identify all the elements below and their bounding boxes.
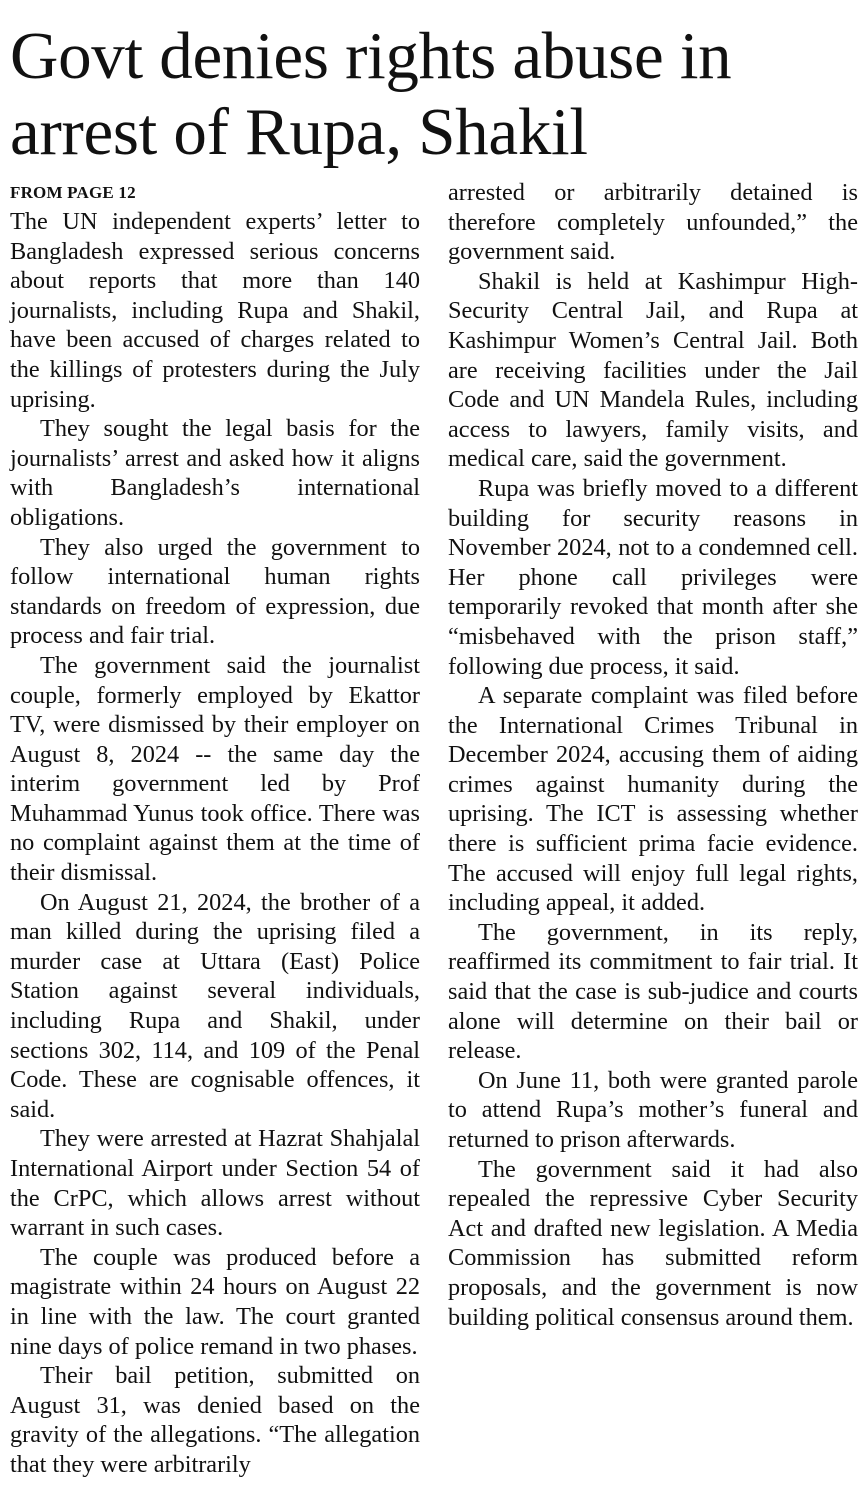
paragraph: Shakil is held at Kashimpur High-Security Central Jail, and Rupa at Kashimpur Women’s Central Jail. Both are receiving facilities under the Jail Code and UN Mandela Rules, including access to lawyers, family visits, and medical care, said the government. [448,267,858,473]
paragraph: Rupa was briefly moved to a different building for security reasons in November 2024, not to a condemned cell. Her phone call privileges were temporarily revoked that month after she “misbehaved with the prison staff,” following due process, it said. [448,474,858,680]
paragraph: The couple was produced before a magistrate within 24 hours on August 22 in line with the law. The court granted nine days of police remand in two phases. [10,1243,420,1360]
paragraph: The government, in its reply, reaffirmed its commitment to fair trial. It said that the case is sub-judice and courts alone will determine on their bail or release. [448,918,858,1065]
paragraph: The government said the journalist couple, formerly employed by Ekattor TV, were dismissed by their employer on August 8, 2024 -- the same day the interim government led by Prof Muhammad Yunus took office. There was no complaint against them at the time of their dismissal. [10,651,420,887]
paragraph-continued: arrested or arbitrarily detained is therefore completely unfounded,” the government said. [448,179,858,266]
paragraph: The government said it had also repealed the repressive Cyber Security Act and drafted new legislation. A Media Commission has submitted reform proposals, and the government is now building political consensus around them. [448,1155,858,1331]
paragraph: They sought the legal basis for the journalists’ arrest and asked how it aligns with Bangladesh’s international obligations. [10,415,420,531]
paragraph: They were arrested at Hazrat Shahjalal International Airport under Section 54 of the CrPC, which allows arrest without warrant in such cases. [10,1125,420,1242]
kicker: FROM PAGE 12 [10,183,136,202]
paragraph: A separate complaint was filed before the International Crimes Tribunal in December 2024, accusing them of aiding crimes against humanity during the uprising. The ICT is assessing whether there is sufficient prima facie evidence. The accused will enjoy full legal rights, including appeal, it added. [448,682,858,917]
paragraph: Their bail petition, submitted on August 31, was denied based on the gravity of the allegations. “The allegation that they were arbitrarily [10,1362,420,1478]
article-column-left [10,178,420,1480]
headline: Govt denies rights abuse in arrest of Rupa, Shakil [10,19,732,169]
paragraph: On August 21, 2024, the brother of a man killed during the uprising filed a murder case at Uttara (East) Police Station against several individuals, including Rupa and Shakil, under sections 302, 114, and 109 of the Penal Code. These are cognisable offences, it said. [10,888,420,1123]
paragraph: They also urged the government to follow international human rights standards on freedom of expression, due process and fair trial. [10,533,420,650]
article-column-right [448,178,858,1332]
paragraph: The UN independent experts’ letter to Bangladesh expressed serious concerns about reports that more than 140 journalists, including Rupa and Shakil, have been accused of charges related to the killings of protesters during the July uprising. [10,208,420,413]
paragraph: On June 11, both were granted parole to attend Rupa’s mother’s funeral and returned to prison afterwards. [448,1066,858,1153]
